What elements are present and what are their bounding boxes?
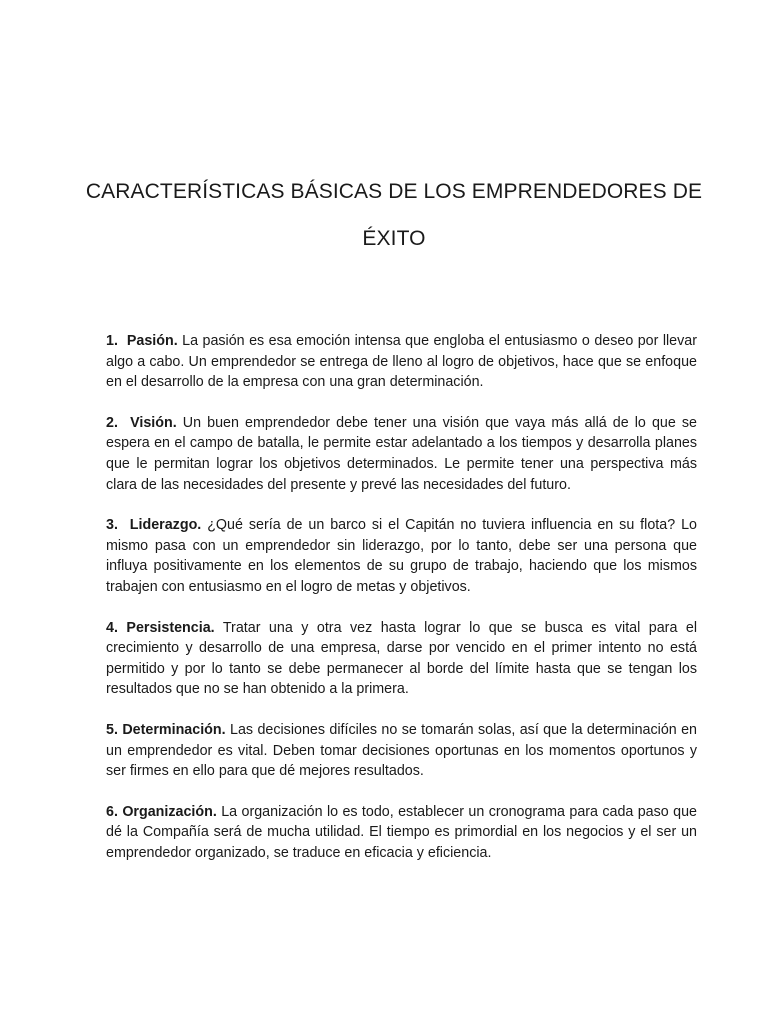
list-item-liderazgo: [106, 515, 697, 597]
document-body: [106, 331, 697, 883]
item-heading: Liderazgo.: [129, 517, 202, 534]
item-text: La organización lo es todo, establecer un cronograma para cada paso que dé la Compañía será de mucha utilidad. El tiempo es primordial en los negocios y el ser un emprendedor organizado, se traduce en eficacia y eficiencia.: [106, 803, 697, 861]
item-number: 3.: [106, 517, 118, 534]
list-item-pasion: [106, 331, 697, 393]
item-text: ¿Qué sería de un barco si el Capitán no tuviera influencia en su flota? Lo mismo pasa con un emprendedor sin liderazgo, por lo tanto, debe ser una persona que influya positivamente en los elementos de su grupo de trabajo, haciendo que los mismos trabajen con entusiasmo en el logro de metas y objetivos.: [106, 517, 697, 595]
item-number: 4.: [106, 619, 118, 636]
item-text: Las decisiones difíciles no se tomarán solas, así que la determinación en un emprendedor es vital. Deben tomar decisiones oportunas en los momentos oportunos y ser firmes en ello para que dé mejores resultados.: [106, 721, 697, 780]
list-item-vision: [106, 413, 697, 495]
list-item-determinacion: [106, 720, 697, 782]
document-title: CARACTERÍSTICAS BÁSICAS DE LOS EMPRENDEDORES DE ÉXITO: [85, 180, 703, 250]
item-heading: Organización.: [122, 803, 217, 820]
list-item-persistencia: [106, 618, 697, 700]
item-number: 5.: [106, 721, 118, 738]
item-heading: Persistencia.: [126, 619, 215, 636]
item-number: 6.: [106, 803, 118, 820]
item-heading: Determinación.: [122, 721, 226, 738]
list-item-organizacion: [106, 802, 697, 864]
item-text: Un buen emprendedor debe tener una visión que vaya más allá de lo que se espera en el campo de batalla, le permite estar adelantado a los tiempos y desarrolla planes que le permitan lograr los objetivos determinados. Le permite tener una perspectiva más clara de las necesidades del presente y prevé las necesidades del futuro.: [106, 414, 697, 493]
item-heading: Visión.: [130, 414, 177, 431]
item-number: 2.: [106, 414, 118, 431]
item-heading: Pasión.: [126, 333, 178, 349]
item-text: Tratar una y otra vez hasta lograr lo que se busca es vital para el crecimiento y desarrollo de una empresa, darse por vencido en el primer intento no está permitido y por lo tanto se debe permanecer al borde del límite hasta que se tengan los resultados que no se han obtenido a la primera.: [106, 619, 697, 698]
item-number: 1.: [106, 333, 118, 349]
item-text: La pasión es esa emoción intensa que engloba el entusiasmo o deseo por llevar algo a cabo. Un emprendedor se entrega de lleno al logro de objetivos, hace que se enfoque en el desarrollo de la empresa con una gran determinación.: [106, 333, 697, 391]
